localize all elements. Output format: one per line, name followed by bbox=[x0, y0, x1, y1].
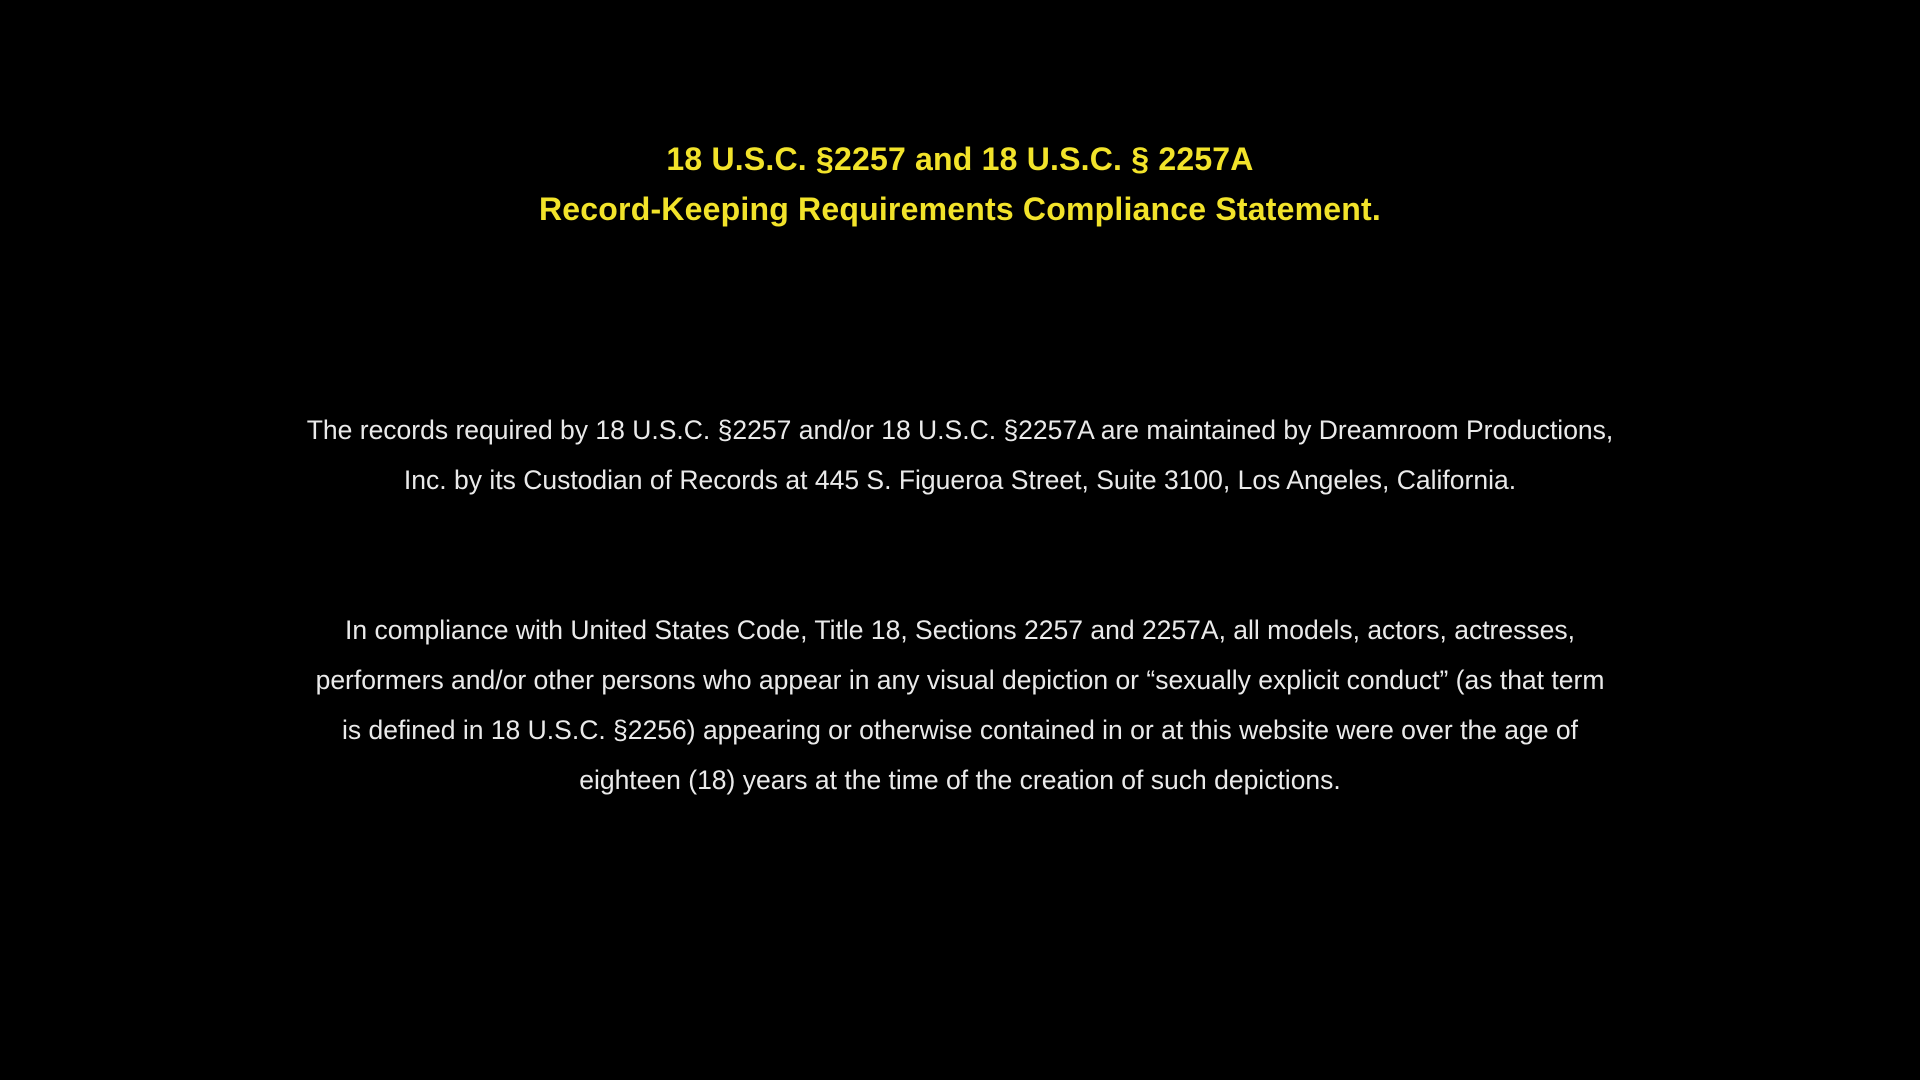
page-title bbox=[0, 134, 1920, 234]
page-title-line-1: 18 U.S.C. §2257 and 18 U.S.C. § 2257A bbox=[666, 141, 1254, 177]
page-title-line-2: Record-Keeping Requirements Compliance Statement. bbox=[539, 191, 1381, 227]
age-compliance-paragraph: In compliance with United States Code, Title 18, Sections 2257 and 2257A, all models, actors, actresses, performers and/or other persons who appear in any visual depiction or “sexually explicit conduct” (as that term is defined in 18 U.S.C. §2256) appearing or otherwise contained in or at this website were over the age of eighteen (18) years at the time of the creation of such depictions. bbox=[315, 615, 1605, 795]
records-custodian-paragraph: The records required by 18 U.S.C. §2257 and/or 18 U.S.C. §2257A are maintained by Dreamroom Productions, Inc. by its Custodian of Records at 445 S. Figueroa Street, Suite 3100, Los Angeles, California. bbox=[306, 415, 1614, 495]
